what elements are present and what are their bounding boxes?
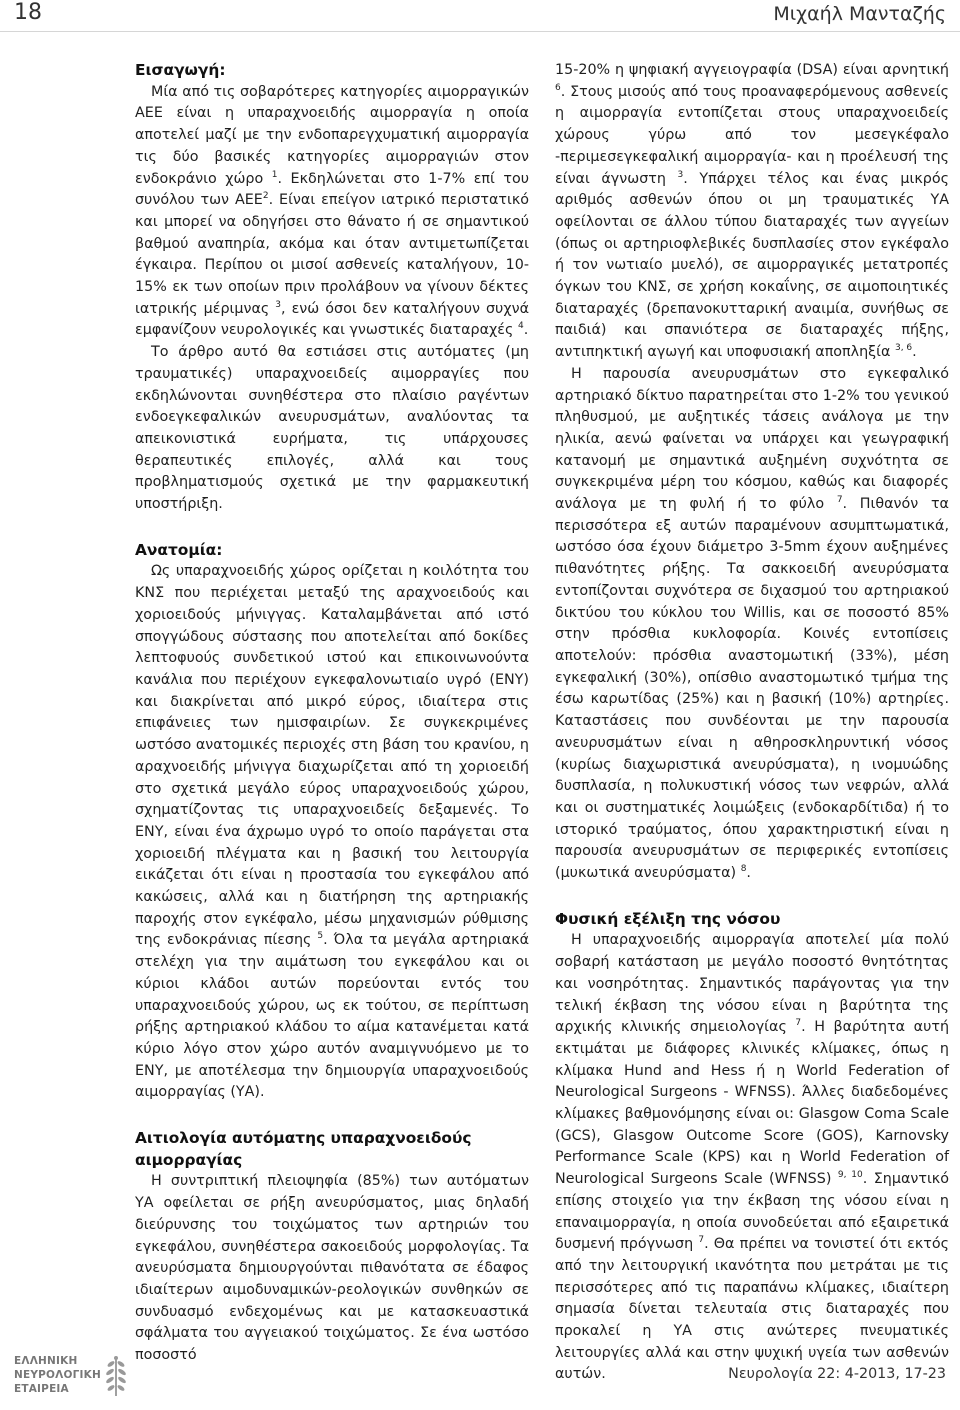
left-column	[135, 60, 529, 1367]
right-column	[555, 60, 949, 1386]
logo-line-3: ΕΤΑΙΡΕΙΑ	[14, 1383, 69, 1395]
citation: 7	[698, 1235, 705, 1246]
logo-line-2: ΝΕΥΡΟΛΟΓΙΚΗ	[14, 1369, 101, 1381]
citation: 8	[740, 864, 747, 875]
header-rule	[0, 31, 960, 32]
society-logo	[14, 1354, 134, 1398]
natural-history-paragraph: Η υπαραχνοειδής αιμορραγία αποτελεί μία πολύ σοβαρή κατάσταση με μεγάλο ποσοστό θνητότητας και νοσηρότητας. Σημαντικός παράγοντας για την τελική έκβαση της νόσου είναι η βαρύτητα της αρχικής κλινικής σημειολογίας $^7$. Η βαρύτητα αυτή εκτιμάται με διάφορες κλινικές κλίμακες, όπως η κλίμακα Hund and Hess ή η World Federation of Neurological Surgeons - WFNSS). Άλλες διαδεδομένες κλίμακες βαθμονόμησης είναι οι: Glasgow Coma Scale (GCS), Glasgow Outcome Score (GOS), Karnovsky Performance Scale (KPS) και η World Federation of Neurological Surgeons Scale (WFNSS) $^{9, 10}$. Σημαντικό επίσης στοιχείο για την έκβαση της νόσου είναι η επαναιμορραγία, η οποία συνοδεύεται από εξαιρετικά δυσμενή πρόγνωση $^7$. Θα πρέπει να τονιστεί ότι εκτός από την λειτουργική ικανότητα που μετράται με τις περισσότερες από τις παραπάνω κλίμακες, ιδιαίτερη σημασία δίνεται τελευταία στις διαταραχές που προκαλεί η ΥΑ στις ανώτερες πνευματικές λειτουργίες αλλά και στην ψυχική υγεία των ασθενών αυτών.	[555, 932, 950, 1383]
citation: 2	[262, 191, 269, 202]
citation: 7	[836, 495, 843, 506]
logo-line-1: ΕΛΛΗΝΙΚΗ	[14, 1355, 78, 1367]
aneurysm-prevalence-paragraph: Η παρουσία ανευρυσμάτων στο εγκεφαλικό αρτηριακό δίκτυο παρατηρείται στο 1-2% του γενικού πληθυσμού, με αυξητικές τάσεις ανάλογα με την ηλικία, αενώ φαίνεται να υπάρχει και γεωγραφική κατανομή με σημαντικά αυξημένη συχνότητα σε συγκεκριμένα μέρη του κόσμου, καθώς και διαφορές ανάλογα με τη φυλή ή το φύλο $^7$. Πιθανόν τα περισσότερα εξ αυτών παραμένουν ασυμπτωματικά, ωστόσο όσα έχουν διάμετρο 3-5mm έχουν αυξημένες πιθανότητες ρήξης. Τα σακκοειδή ανευρύσματα εντοπίζονται συχνότερα σε διχασμού του αρτηριακού δικτύου του κύκλου του Willis, και σε ποσοστό 85% στην πρόσθια κυκλοφορία. Κοινές εντοπίσεις αποτελούν: πρόσθια αναστομωτική (33%), μέση εγκεφαλική (30%), οπίσθιο αναστομωτικό τμήμα της έσω καρωτίδας (25%) και η βασική (10%) αρτηρίες. Καταστάσεις που συνδέονται με την παρουσία ανευρυσμάτων είναι η αθηροσκληρυντική νόσος (κυρίως διαχωριστικά ανευρύσματα), η ινομυώδης δυσπλασία, η πολυκυστική νόσος των νεφρών, αλλά και οι συστηματικές λοιμώξεις (ενδοκαρδίτιδα) ή το ιστορικό τραύματος, όπου χαρακτηριστική είναι η παρουσία ανευρυσμάτων σε περιφερικές εντοπίσεις (μυκωτικά ανευρύσματα) $^8$.	[555, 365, 949, 882]
citation: 6	[555, 82, 561, 93]
intro-paragraph-1: Μία από τις σοβαρότερες κατηγορίες αιμορραγικών ΑΕΕ είναι η υπαραχνοειδής αιμορραγία η οποία αποτελεί μαζί με την ενδοπαρεγχυματική αιμορραγία τις δύο βασικές κατηγορίες αιμορραγιών στον ενδοκράνιο χώρο $^1$. Εκδηλώνεται στο 1-7% επί του συνόλου των ΑΕΕ$^2$. Είναι επείγον ιατρικό περιστατικό και μπορεί να οδηγήσει στο θάνατο ή σε σημαντικού βαθμού αναπηρία, ακόμα και όταν αντιμετωπίζεται έγκαιρα. Περίπου οι μισοί ασθενείς καταλήγουν, 10-15% εκ των οποίων πριν προλάβουν να γίνουν δέκτες ιατρικής μέριμνας $^3$, ενώ όσοι δεν καταλήγουν συχνά εμφανίζουν νευρολογικές και γνωστικές διαταραχές $^4$.	[135, 83, 529, 339]
citation: 5	[317, 931, 324, 942]
etiology-paragraph: Η συντριπτική πλειοψηφία (85%) των αυτόματων ΥΑ οφείλεται σε ρήξη ανευρύσματος, μιας δηλαδή διεύρυνσης του τοιχώματος των αρτηριών του εγκεφάλου, συνηθέστερα σακοειδούς μορφολογίας. Τα ανευρύσματα δημιουργούνται πιθανότατα σε έδαφος ιδιαίτερων αιμοδυναμικών-ρεολογικών συνθηκών σε συνδυασμό ενδεχομένως και με κατασκευαστικά σφάλματα του αγγειακού τοιχώματος. Σε ένα ωστόσο ποσοστό	[135, 1173, 529, 1364]
intro-paragraph-2: Το άρθρο αυτό θα εστιάσει στις αυτόματες (μη τραυματικές) υπαραχνοειδείς αιμορραγίες που εκδηλώνονται συνηθέστερα στο πλαίσιο ραγέντων ενδοεγκεφαλικών ανευρυσμάτων, αναλύοντας τα απεικονιστικά ευρήματα, τις υπάρχουσες θεραπευτικές επιλογές, αλλά και τους προβληματισμούς σχετικά με την φαρμακευτική υποστήριξη.	[135, 344, 529, 513]
citation: 7	[795, 1018, 802, 1029]
citation: 9, 10	[837, 1170, 863, 1181]
page-number: 18	[14, 0, 42, 25]
laurel-icon	[102, 1354, 130, 1398]
anatomy-heading: Ανατομία:	[135, 540, 223, 559]
citation: 4	[517, 321, 524, 332]
natural-history-heading: Φυσική εξέλιξη της νόσου	[555, 909, 781, 928]
citation: 1	[271, 169, 278, 180]
anatomy-paragraph: Ως υπαραχνοειδής χώρος ορίζεται η κοιλότητα του ΚΝΣ που περιέχεται μεταξύ της αραχνοειδούς και χοριοειδούς μήνιγγας. Καταλαμβάνεται από ιστό σπογγώδους σύστασης που αποτελείται από δοκίδες λεπτοφυούς συνδετικού ιστού και επικοινωνούντα κανάλια που περιέχουν εγκεφαλονωτιαίο υγρό (ΕΝΥ) και διακρίνεται από μικρό εύρος, ιδιαίτερα στις επιφάνειες των ημισφαιρίων. Σε συγκεκριμένες ωστόσο ανατομικές περιοχές στη βάση του κρανίου, η αραχνοειδής μήνιγγα διαχωρίζεται από τη χοριοειδή στο σχετικά μεγάλο εύρος υπαραχνοειδούς χώρου, σχηματίζοντας τις υπαραχνοειδείς δεξαμενές. Το ΕΝΥ, είναι ένα άχρωμο υγρό το οποίο παράγεται στα χοριοειδή πλέγματα και η βασική του λειτουργία εικάζεται ότι είναι η προστασία του εγκεφάλου από κακώσεις, αλλά και η διατήρηση της αρτηριακής παροχής στον εγκέφαλο, μέσω μηχανισμών ρύθμισης της ενδοκράνιας πίεσης $^5$. Όλα τα μεγάλα αρτηριακά στελέχη για την αιμάτωση του εγκεφάλου και οι κύριοι κλάδοι αυτών πορεύονται εντός του υπαραχνοειδούς χώρου, ως εκ τούτου, σε περίπτωση ρήξης αρτηριακού κλάδου το αίμα κατανέμεται κατά κύριο λόγο στον χώρο αυτόν αναμιγνυόμενο με το ΕΝΥ, με αποτέλεσμα την δημιουργία υπαραχνοειδούς αιμορραγίας (ΥΑ).	[135, 563, 529, 1101]
etiology-continued-paragraph: 15-20% η ψηφιακή αγγειογραφία (DSA) είναι αρνητική $^6$. Στους μισούς από τους προαναφερόμενους ασθενείς η αιμορραγία εντοπίζεται στους υπαραχνοειδείς χώρους γύρω από τον μεσεγκέφαλο -περιμεσεγκεφαλική αιμορραγία- και η προέλευσή της είναι άγνωστη $^3$. Υπάρχει τέλος και ένας μικρός αριθμός ασθενών όπου οι μη τραυματικές ΥΑ οφείλονται σε άλλου τύπου διαταραχές των αγγείων (όπως οι αρτηριοφλεβικές δυσπλασίες στον εγκέφαλο ή τον νωτιαίο μυελό), σε αιμορραγικές μετατροπές όγκων του ΚΝΣ, σε χρήση κοκαΐνης, σε αιμοποιητικές διαταραχές (δρεπανοκυτταρική αναιμία, συνήθως σε παιδιά) και σπανιότερα σε διαταραχές πήξης, αντιπηκτική αγωγή και υποφυσιακή αποπληξία $^{3, 6}$.	[555, 62, 949, 361]
citation: 3	[275, 299, 282, 310]
intro-heading: Εισαγωγή:	[135, 61, 226, 79]
citation: 3, 6	[894, 343, 913, 354]
running-head-author: Μιχαήλ Μανταζής	[773, 3, 946, 25]
etiology-heading: Αιτιολογία αυτόματης υπαραχνοειδούς αιμορραγίας	[135, 1129, 472, 1169]
citation: 3	[677, 169, 684, 180]
journal-reference: Νευρολογία 22: 4-2013, 17-23	[728, 1366, 946, 1382]
